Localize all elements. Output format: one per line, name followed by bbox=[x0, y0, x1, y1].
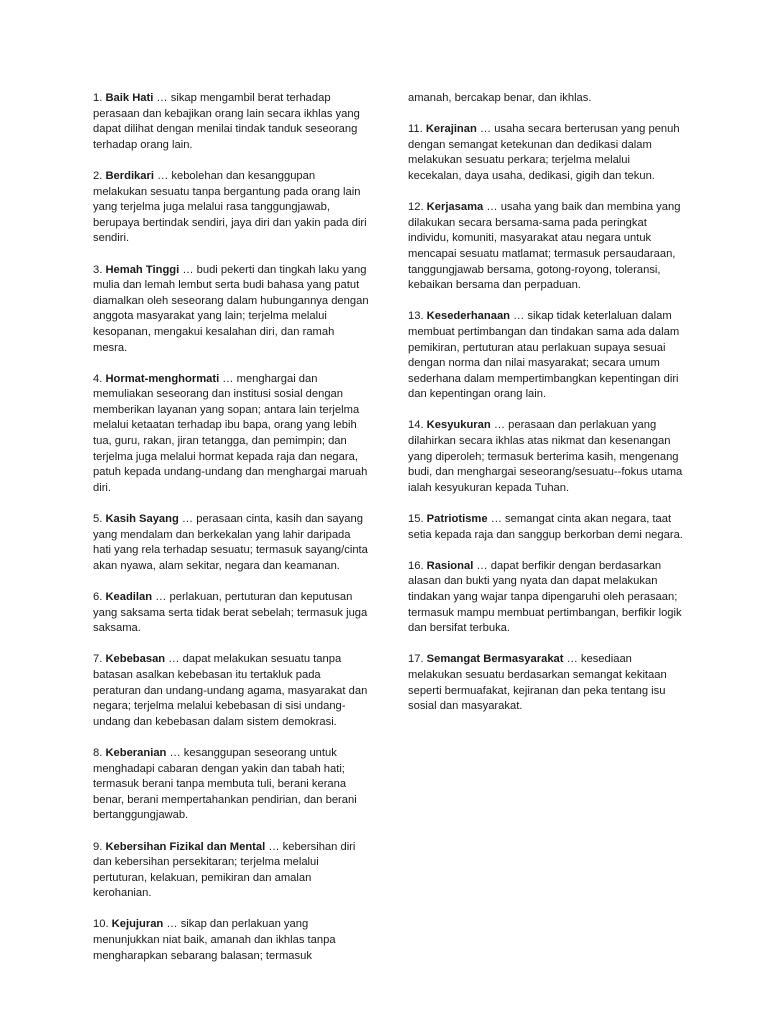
value-item: 12. Kerjasama … usaha yang baik dan membina yang dilakukan secara bersama-sama pada peringkat individu, komuniti, masyarakat atau negara untuk mencapai sesuatu matlamat; termasuk persaudaraan, tanggungjawab bersama, gotong-royong, toleransi, kebaikan bersama dan perpaduan. bbox=[408, 201, 681, 292]
value-term: Baik Hati bbox=[105, 92, 154, 104]
value-item: 11. Kerajinan … usaha secara berterusan yang penuh dengan semangat ketekunan dan dedikasi dalam melakukan sesuatu perkara; terjelma melalui kecekalan, daya usaha, dedikasi, gigih dan tekun. bbox=[408, 123, 680, 182]
value-item: 7. Kebebasan … dapat melakukan sesuatu tanpa batasan asalkan kebebasan itu tertakluk pada peraturan dan undang-undang agama, masyarakat dan negara; terjelma melalui kebebasan di sisi undang-undang dan kebebasan dalam sistem demokrasi. bbox=[93, 653, 368, 728]
value-item: 14. Kesyukuran … perasaan dan perlakuan yang dilahirkan secara ikhlas atas nikmat dan kesenangan yang diperoleh; termasuk berterima kasih, mengenang budi, dan menghargai seseorang/sesuatu--fokus utama ialah kesyukuran kepada Tuhan. bbox=[408, 419, 683, 494]
value-term: Kerajinan bbox=[425, 123, 477, 136]
value-term: Kebebasan bbox=[105, 653, 166, 666]
value-item: 17. Semangat Bermasyarakat … kesediaan melakukan sesuatu berdasarkan semangat kekitaan seperti bermuafakat, kejiranan dan peka tentang isu sosial dan masyarakat. bbox=[408, 653, 667, 713]
value-term: Keberanian bbox=[105, 746, 167, 759]
value-item: 3. Hemah Tinggi … budi pekerti dan tingkah laku yang mulia dan lemah lembut serta budi bahasa yang patut diamalkan oleh seseorang dalam hubungannya dengan anggota masyarakat yang lain; terjelma melalui kesopanan, mengakui kesalahan diri, dan ramah mesra. bbox=[93, 263, 369, 354]
value-term: Hormat-menghormati bbox=[105, 372, 220, 385]
value-term: Hemah Tinggi bbox=[105, 263, 180, 276]
value-term: Patriotisme bbox=[426, 513, 488, 526]
value-term: Kejujuran bbox=[111, 918, 164, 931]
value-item: 1. Baik Hati … sikap mengambil berat terhadap perasaan dan kebajikan orang lain secara ikhlas yang dapat dilihat dengan menilai tindak tanduk seseorang terhadap orang lain. bbox=[93, 92, 360, 151]
value-item: 4. Hormat-menghormati … menghargai dan memuliakan seseorang dan institusi sosial dengan memberikan layanan yang sopan; antara lain terjelma melalui ketaatan terhadap ibu bapa, orang yang lebih tua, guru, rakan, jiran tetangga, dan pemimpin; dan terjelma juga melalui hormat kepada raja dan negara, patuh kepada undang-undang dan menghargai maruah diri. bbox=[93, 372, 368, 494]
value-term: Rasional bbox=[426, 559, 474, 572]
right-column bbox=[408, 91, 684, 730]
value-item: 10. Kejujuran … sikap dan perlakuan yang menunjukkan niat baik, amanah dan ikhlas tanpa mengharapkan sebarang balasan; termasuk bbox=[93, 918, 336, 962]
value-item: 13. Kesederhanaan … sikap tidak keterlaluan dalam membuat pertimbangan dan tindakan sama ada dalam pemikiran, pertuturan atau perlakuan supaya sesuai dengan norma dan nilai masyarakat; secara umum sederhana dalam mempertimbangkan kepentingan diri dan kepentingan orang lain. bbox=[408, 310, 680, 401]
value-item: 5. Kasih Sayang … perasaan cinta, kasih dan sayang yang mendalam dan berkekalan yang lahir daripada hati yang rela terhadap sesuatu; termasuk sayang/cinta akan nyawa, alam sekitar, negara dan keamanan. bbox=[93, 513, 368, 572]
value-term: Kerjasama bbox=[426, 201, 484, 214]
value-item: 9. Kebersihan Fizikal dan Mental … kebersihan diri dan kebersihan persekitaran; terjelma melalui pertuturan, kelakuan, pemikiran dan amalan kerohanian. bbox=[93, 840, 356, 900]
left-column bbox=[93, 91, 369, 980]
value-term: Kesederhanaan bbox=[426, 310, 510, 323]
value-term: Kebersihan Fizikal dan Mental bbox=[105, 840, 266, 853]
value-term: Berdikari bbox=[105, 169, 154, 182]
value-item: 2. Berdikari … kebolehan dan kesanggupan melakukan sesuatu tanpa bergantung pada orang lain yang terjelma juga melalui rasa tanggungjawab, berupaya bertindak sendiri, jaya diri dan yakin pada diri sendiri. bbox=[93, 169, 367, 245]
continuation-text: amanah, bercakap benar, dan ikhlas. bbox=[408, 92, 592, 104]
value-item: 6. Keadilan … perlakuan, pertuturan dan keputusan yang saksama serta tidak berat sebelah; termasuk juga saksama. bbox=[93, 591, 368, 635]
value-term: Kasih Sayang bbox=[105, 513, 179, 526]
value-term: Keadilan bbox=[105, 591, 153, 603]
value-item: 15. Patriotisme … semangat cinta akan negara, taat setia kepada raja dan sanggup berkorban demi negara. bbox=[408, 513, 683, 541]
value-term: Kesyukuran bbox=[426, 419, 491, 432]
value-item: 16. Rasional … dapat berfikir dengan berdasarkan alasan dan bukti yang nyata dan dapat melakukan tindakan yang wajar tanpa dipengaruhi oleh perasaan; termasuk mampu membuat pertimbangan, berfikir logik dan bersifat terbuka. bbox=[408, 559, 682, 635]
value-term: Semangat Bermasyarakat bbox=[426, 653, 564, 666]
value-item: 8. Keberanian … kesanggupan seseorang untuk menghadapi cabaran dengan yakin dan tabah hati; termasuk berani tanpa membuta tuli, berani kerana benar, berani mempertahankan pendirian, dan berani bertanggungjawab. bbox=[93, 746, 357, 822]
